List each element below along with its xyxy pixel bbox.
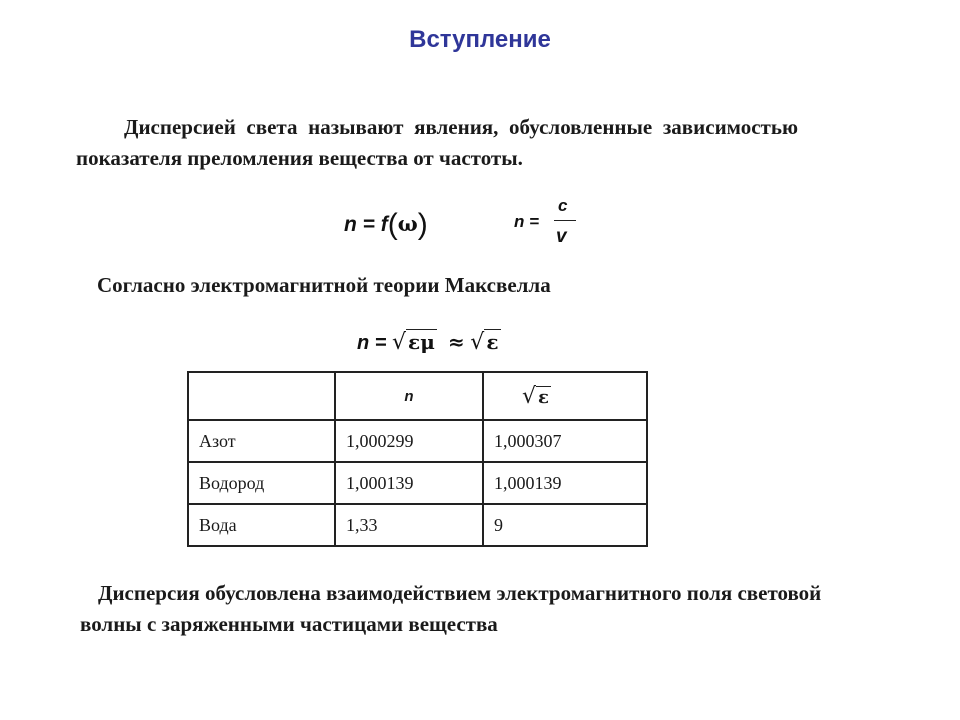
formula3-radicand2: ε	[486, 330, 499, 354]
cell-substance: Водород	[188, 462, 335, 504]
formula1-open-paren: (	[387, 208, 398, 241]
formula-maxwell-relation	[357, 330, 501, 355]
formula2-denominator: v	[556, 226, 567, 247]
radical-sign-icon: √	[470, 330, 485, 355]
formula2-fraction-bar	[554, 220, 576, 221]
radical-sign-icon: √	[522, 383, 537, 409]
sqrt-eps-mu	[392, 330, 437, 355]
formula-n-of-omega	[344, 208, 428, 242]
maxwell-heading: Согласно электромагнитной теории Максвелла	[97, 273, 551, 297]
formula1-close-paren: )	[417, 208, 428, 241]
cell-substance: Вода	[188, 504, 335, 546]
table-row	[188, 420, 647, 462]
intro-text: Дисперсией света называют явления, обусловленные зависимостью показателя преломления вещества от частоты.	[76, 115, 798, 170]
intro-paragraph	[76, 112, 798, 174]
cell-n: 1,000139	[335, 462, 483, 504]
refraction-table	[187, 371, 648, 547]
table-header-row	[188, 372, 647, 420]
slide-title: Вступление	[409, 26, 551, 53]
cell-sqrt-eps: 1,000139	[483, 462, 647, 504]
cell-sqrt-eps: 1,000307	[483, 420, 647, 462]
formula2-lhs: n =	[514, 212, 540, 231]
cell-n: 1,33	[335, 504, 483, 546]
formula1-lhs: n	[344, 213, 357, 236]
formula1-fn: f	[380, 213, 388, 236]
conclusion-paragraph	[80, 578, 860, 640]
header-sqrt-eps	[483, 372, 647, 420]
cell-sqrt-eps: 9	[483, 504, 647, 546]
table-row	[188, 462, 647, 504]
formula3-lhs: n =	[357, 332, 387, 354]
header-n: n	[335, 372, 483, 420]
formula3-radicand1: εμ	[408, 330, 435, 354]
formula1-arg: ω	[397, 211, 418, 236]
header-eps-symbol: ε	[538, 386, 549, 408]
cell-n: 1,000299	[335, 420, 483, 462]
cell-substance: Азот	[188, 420, 335, 462]
conclusion-text: Дисперсия обусловлена взаимодействием электромагнитного поля световой волны с заряженными частицами вещества	[80, 581, 822, 636]
header-substance	[188, 372, 335, 420]
formula3-approx: ≈	[447, 330, 465, 354]
formula2-numerator: c	[558, 196, 568, 215]
formula1-eq: =	[362, 213, 375, 236]
table-row	[188, 504, 647, 546]
radical-sign-icon: √	[392, 330, 407, 355]
sqrt-eps	[470, 330, 500, 355]
sqrt-eps-header	[522, 384, 551, 409]
